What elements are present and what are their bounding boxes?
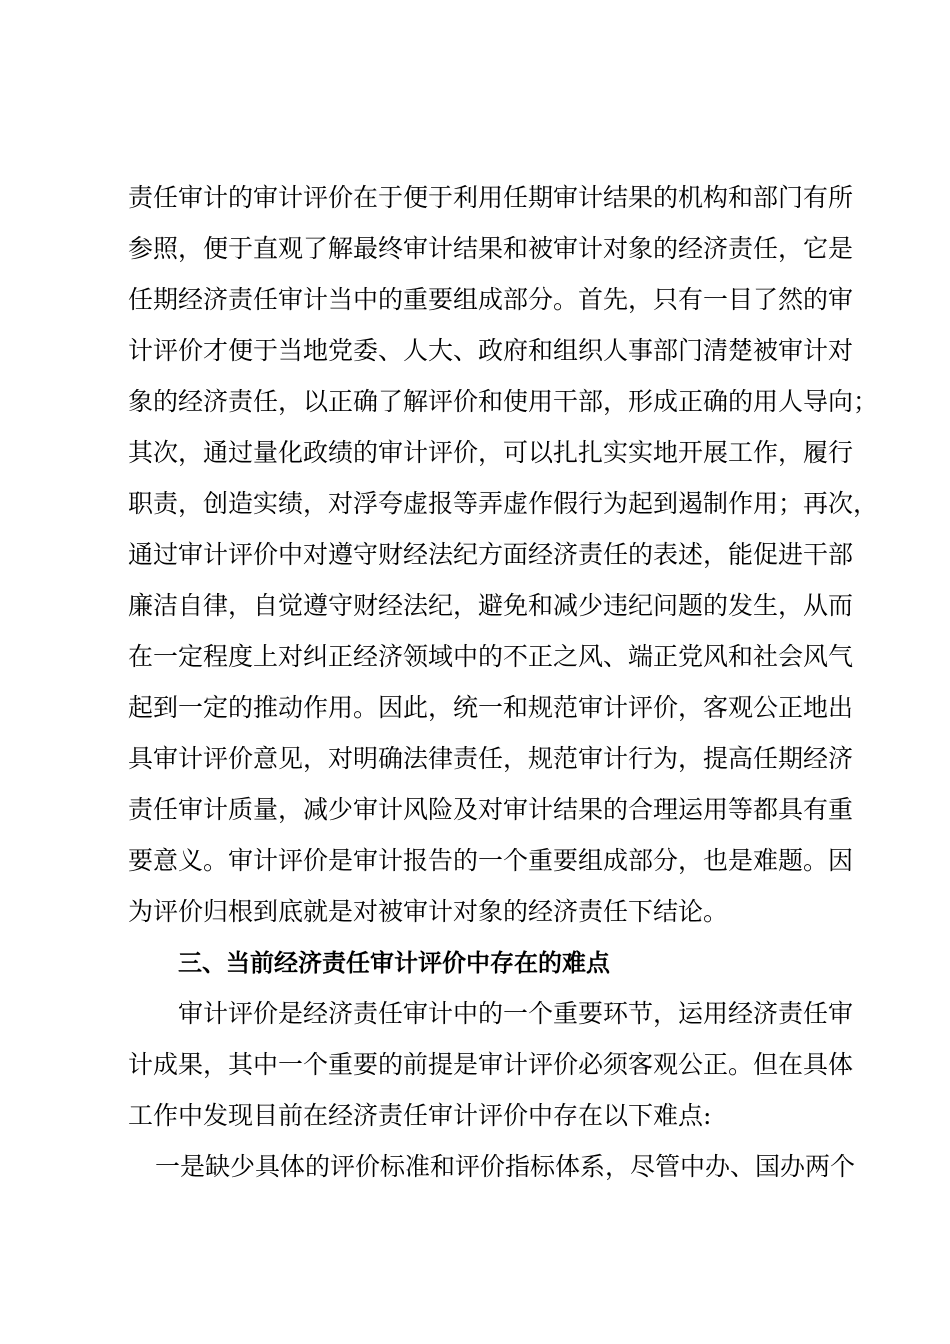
body-line: 起到一定的推动作用。因此，统一和规范审计评价，客观公正地出 — [128, 693, 854, 722]
body-line: 计评价才便于当地党委、人大、政府和组织人事部门清楚被审计对 — [128, 336, 854, 365]
body-line: 象的经济责任，以正确了解评价和使用干部，形成正确的用人导向； — [128, 387, 879, 416]
body-line-indented: 审计评价是经济责任审计中的一个重要环节，运用经济责任审 — [178, 999, 854, 1028]
body-line: 其次，通过量化政绩的审计评价，可以扎扎实实地开展工作，履行 — [128, 438, 854, 467]
section-heading: 三、当前经济责任审计评价中存在的难点 — [178, 949, 610, 977]
body-line-last: 为评价归根到底就是对被审计对象的经济责任下结论。 — [128, 897, 729, 926]
body-line: 在一定程度上对纠正经济领域中的不正之风、端正党风和社会风气 — [128, 642, 854, 671]
body-line-indented: 一是缺少具体的评价标准和评价指标体系，尽管中办、国办两个 — [155, 1152, 856, 1181]
body-line: 廉洁自律，自觉遵守财经法纪，避免和减少违纪问题的发生，从而 — [128, 591, 854, 620]
body-line: 要意义。审计评价是审计报告的一个重要组成部分，也是难题。因 — [128, 846, 854, 875]
body-line: 责任审计的审计评价在于便于利用任期审计结果的机构和部门有所 — [128, 183, 854, 212]
body-line-last: 工作中发现目前在经济责任审计评价中存在以下难点: — [128, 1101, 712, 1130]
body-line: 职责，创造实绩，对浮夸虚报等弄虚作假行为起到遏制作用；再次， — [128, 489, 879, 518]
body-line: 责任审计质量，减少审计风险及对审计结果的合理运用等都具有重 — [128, 795, 854, 824]
body-line: 具审计评价意见，对明确法律责任，规范审计行为，提高任期经济 — [128, 744, 854, 773]
body-line: 任期经济责任审计当中的重要组成部分。首先，只有一目了然的审 — [128, 285, 854, 314]
body-line: 通过审计评价中对遵守财经法纪方面经济责任的表述，能促进干部 — [128, 540, 854, 569]
body-line: 计成果，其中一个重要的前提是审计评价必须客观公正。但在具体 — [128, 1050, 854, 1079]
body-line: 参照，便于直观了解最终审计结果和被审计对象的经济责任，它是 — [128, 234, 854, 263]
